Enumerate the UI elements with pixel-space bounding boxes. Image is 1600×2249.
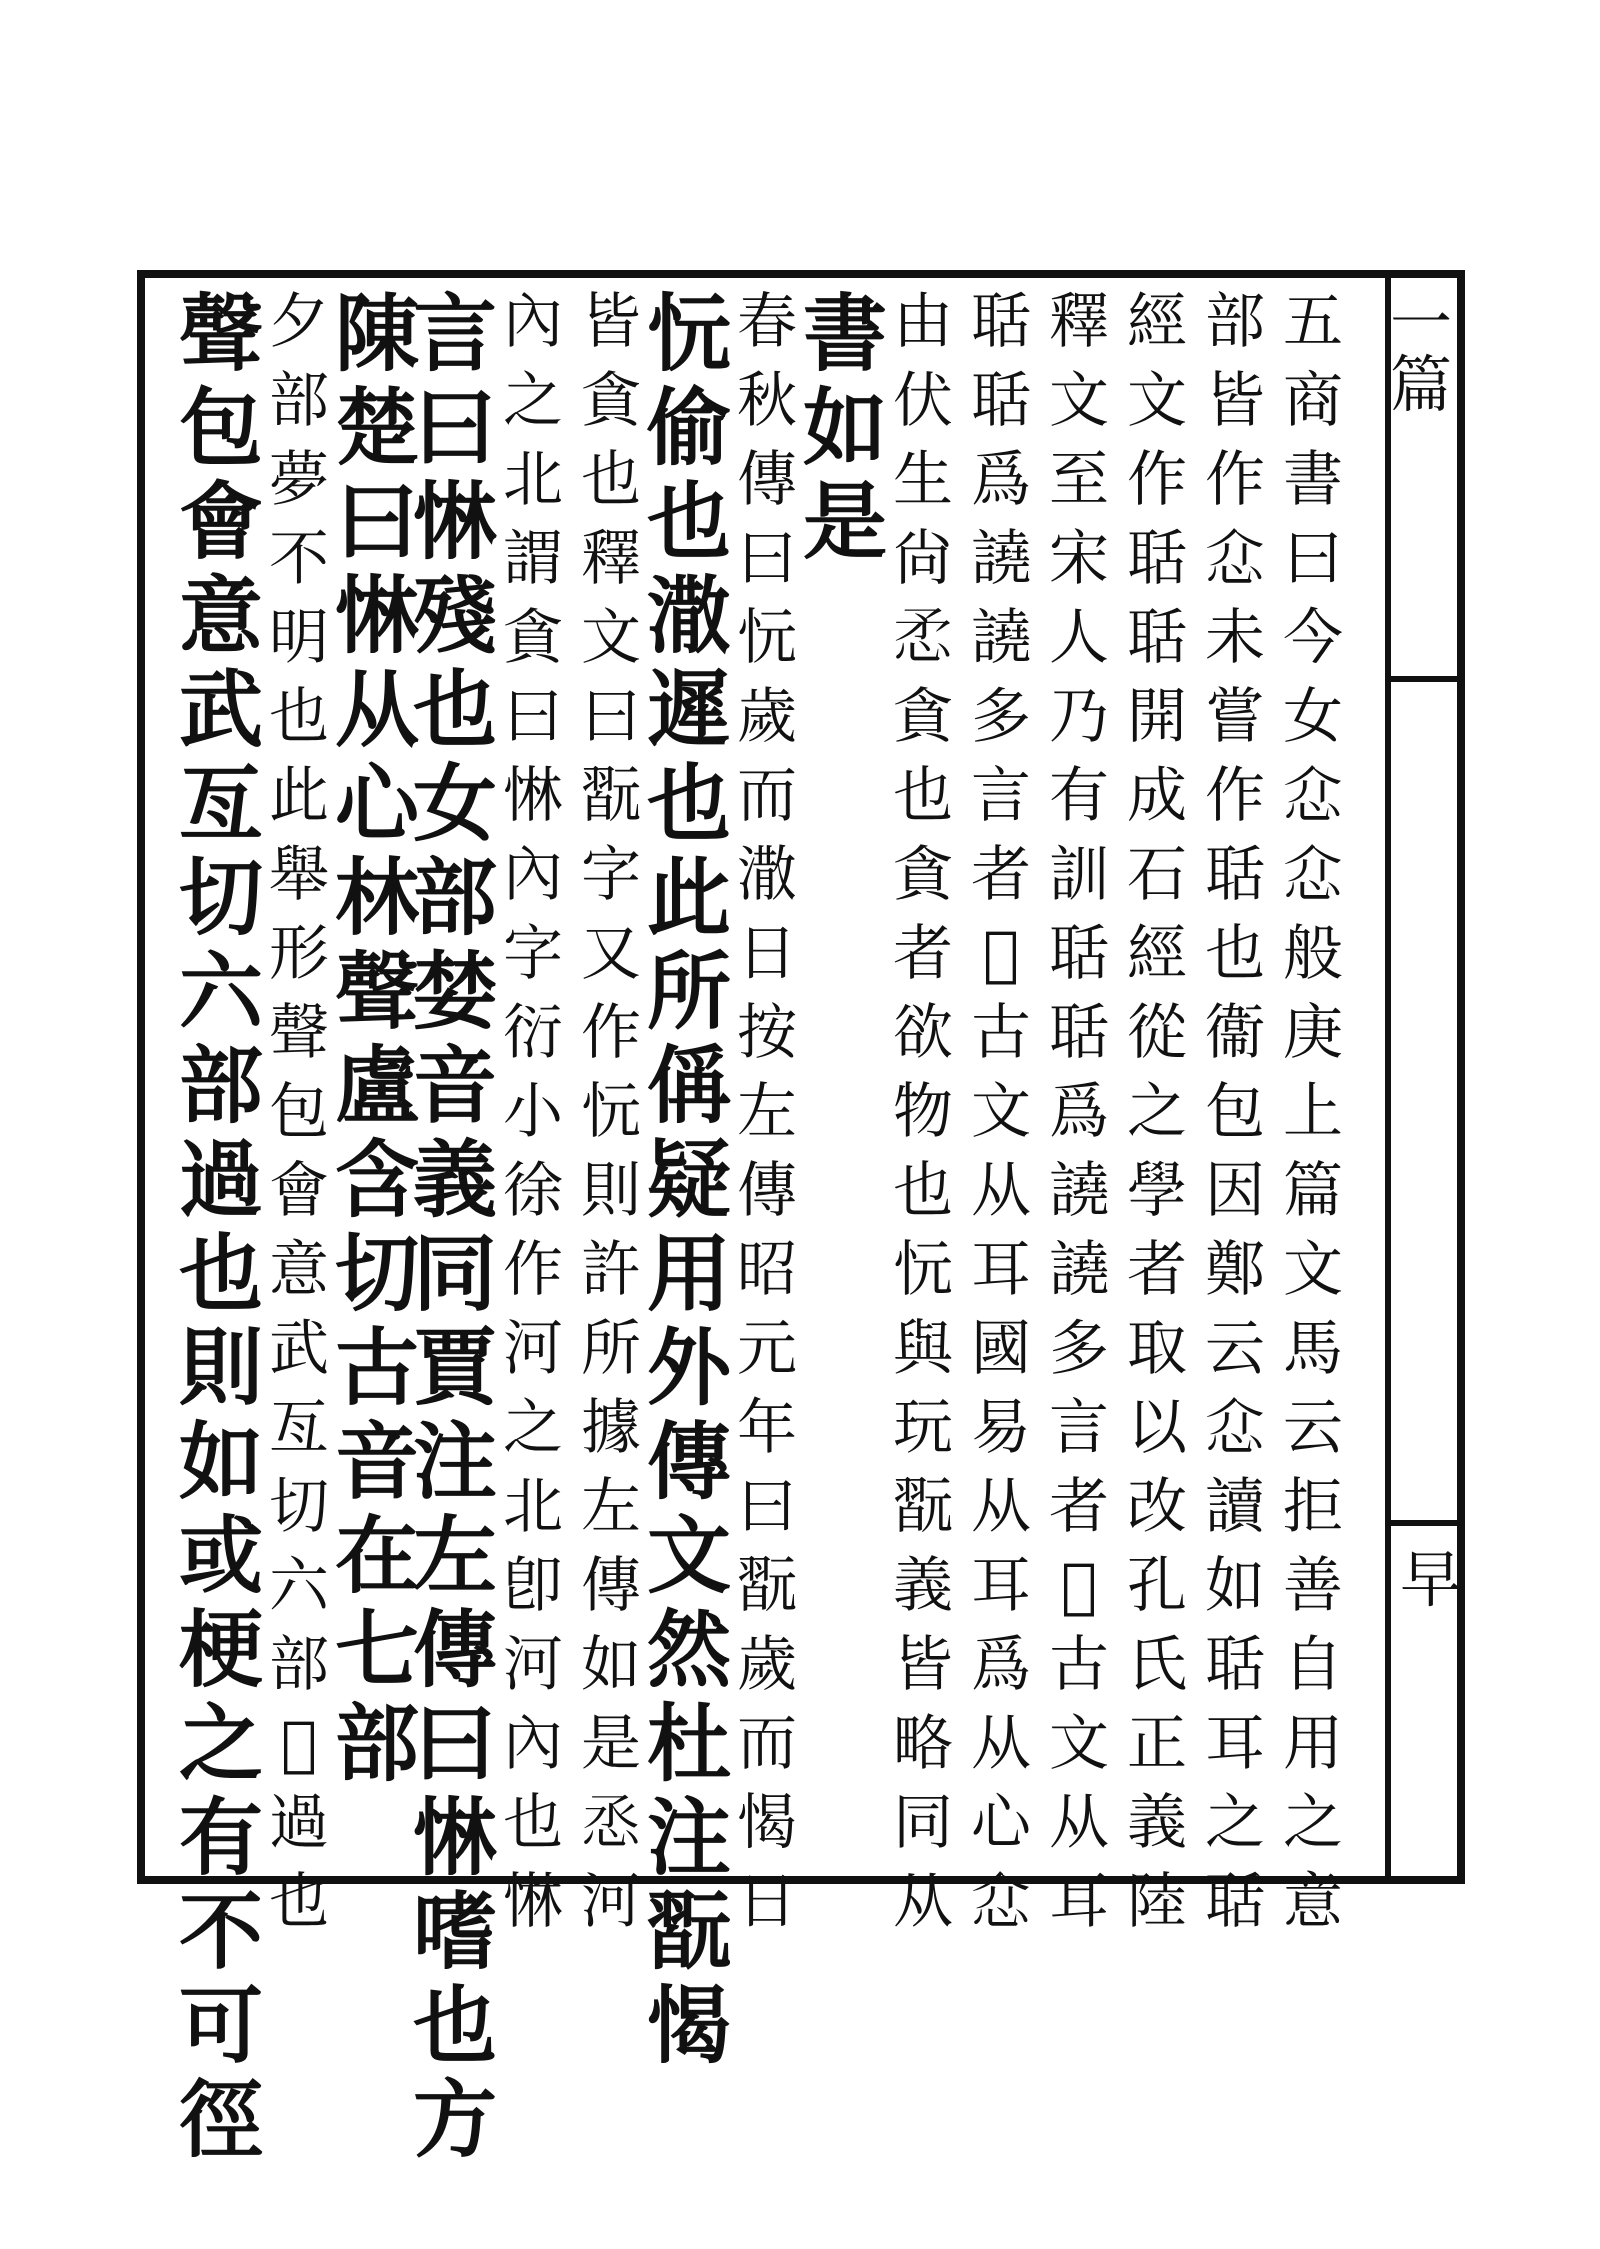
text-column: 五 商 書 曰 今 女 𢗊 𢗊 般 庚 上 篇 文 馬 云 拒 善 自 用 之 意 [1283,287,1343,1937]
gutter-bar-bottom [1390,1520,1465,1526]
page-number: 早 [1400,1543,1463,1616]
text-column: 聒 聒 爲 譊 譊 多 言 者 𦖞 古 文 从 耳 國 易 从 耳 爲 从 心 𢗊 [971,287,1031,1937]
text-column: 經 文 作 聒 聒 開 成 石 經 從 之 學 者 取 以 改 孔 氏 正 義 陸 [1127,287,1187,1937]
text-column: 聲 包 會 意 武 亙 切 六 部 過 也 則 如 或 梗 之 有 不 可 徑 [178,284,263,2169]
text-column: 書 如 是 [802,284,887,571]
volume-label-text: 一篇 [1390,286,1453,421]
text-column: 部 皆 作 𢗊 未 嘗 作 聒 也 衞 包 因 鄭 云 𢗊 讀 如 聒 耳 之 聒 [1205,287,1265,1937]
gutter-bar-top [1390,676,1465,682]
text-column: 春 秋 傳 曰 忨 歲 而 潵 日 按 左 傳 昭 元 年 曰 翫 歲 而 愒 日 [737,287,797,1937]
gutter-divider [1385,270,1391,1884]
text-column: 由 伏 生 尙 𢘅 貪 也 貪 者 欲 物 也 忨 與 玩 翫 義 皆 略 同 从 [893,287,953,1937]
volume-label [1390,286,1458,421]
text-column: 忨 偷 也 潵 遲 也 此 所 偁 疑 用 外 傳 文 然 杜 注 翫 愒 [646,284,731,2075]
text-column: 夕 部 夢 不 明 也 此 舉 形 聲 包 會 意 武 亙 切 六 部 𢡌 過 也 [269,287,329,1937]
text-column: 內 之 北 謂 貪 曰 惏 內 字 衍 小 徐 作 河 之 北 卽 河 內 也 惏 [503,287,563,1937]
text-column: 陳 楚 曰 惏 从 心 林 聲 盧 含 切 古 音 在 七 部 [334,284,419,1793]
text-column: 皆 貪 也 釋 文 曰 翫 字 又 作 忨 則 許 所 據 左 傳 如 是 𢙎 河 [581,287,641,1937]
text-column: 釋 文 至 宋 人 乃 有 訓 聒 聒 爲 譊 譊 多 言 者 𦖞 古 文 从 耳 [1049,287,1109,1937]
text-column: 言 曰 惏 殘 也 女 部 婪 音 義 同 賈 注 左 傳 曰 惏 嗜 也 方 [412,284,497,2169]
